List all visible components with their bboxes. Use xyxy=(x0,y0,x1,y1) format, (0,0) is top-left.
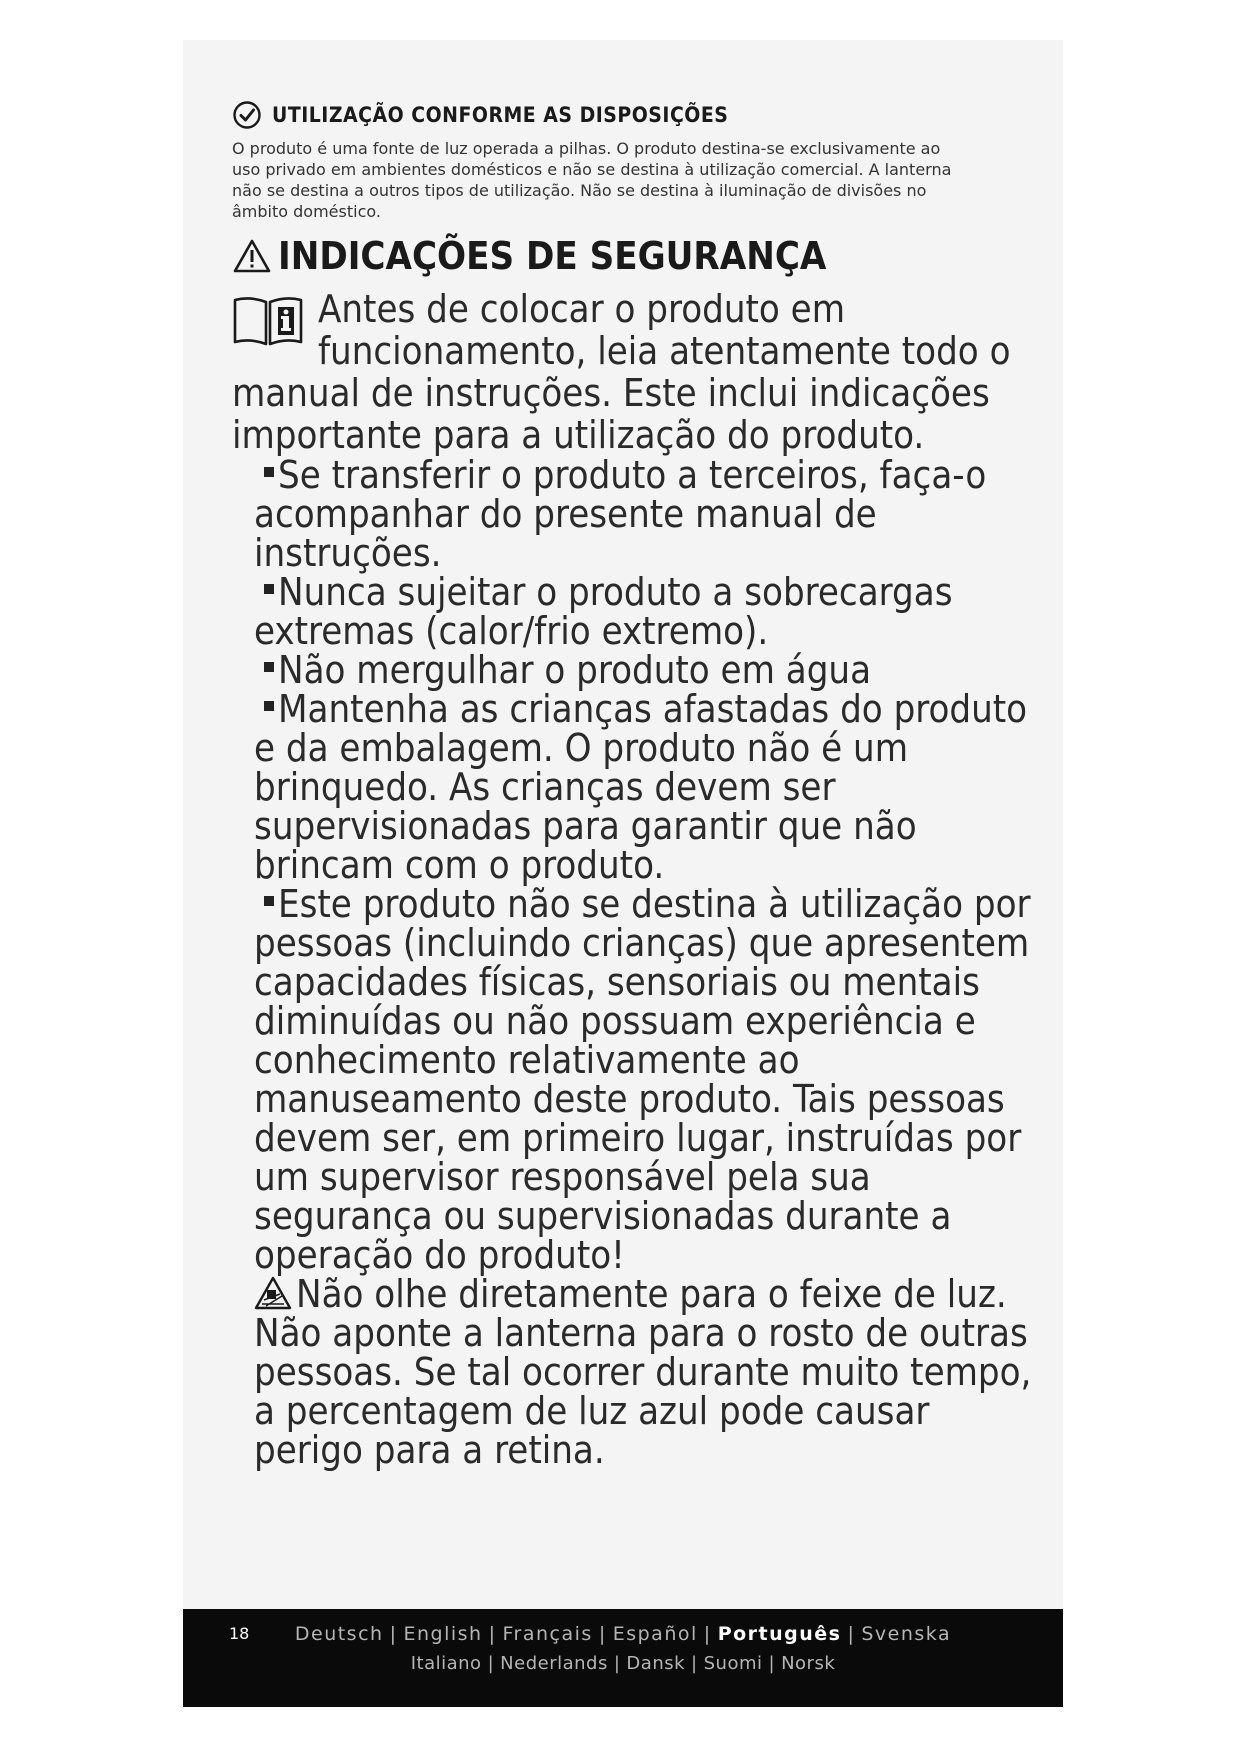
safety-intro xyxy=(232,288,1032,456)
language-link-portugues[interactable]: Português xyxy=(717,1623,842,1645)
bullet-icon xyxy=(264,467,274,477)
language-link-deutsch[interactable]: Deutsch xyxy=(294,1623,384,1645)
bullet-icon xyxy=(264,896,274,906)
list-item xyxy=(254,687,1032,887)
safety-list xyxy=(232,453,1032,1472)
eye-hazard-icon xyxy=(254,1276,292,1310)
list-item xyxy=(254,648,1032,692)
bullet-icon xyxy=(264,662,274,672)
safety-title: INDICAÇÕES DE SEGURANÇA xyxy=(278,234,827,278)
footer-bar xyxy=(183,1609,1063,1707)
list-item xyxy=(254,882,1032,1277)
separator: | xyxy=(703,1623,712,1645)
list-item xyxy=(254,453,1032,575)
list-item-text: Este produto não se destina à utilização por pessoas (incluindo crianças) que apresentem capacidades físicas, sensoriais ou mentais diminuídas ou não possuam experiência e conhecimento relativamente ao manuseamento deste produto. Tais pessoas devem ser, em primeiro lugar, instruídas por um supervisor responsável pela sua segurança ou supervisionadas durante a operação do produto! xyxy=(254,882,1031,1277)
bullet-icon xyxy=(264,584,274,594)
list-item xyxy=(254,570,1032,653)
language-nav-line1 xyxy=(183,1623,1063,1645)
read-manual-icon xyxy=(232,294,304,348)
safety-heading xyxy=(232,234,1032,278)
bullet-icon xyxy=(264,701,274,711)
intended-use-heading xyxy=(232,100,1032,130)
language-link-suomi[interactable]: Suomi xyxy=(703,1653,763,1674)
list-item-text: Não mergulhar o produto em água xyxy=(278,648,872,692)
intended-use-text: O produto é uma fonte de luz operada a pilhas. O produto destina-se exclusivamente ao uso privado em ambientes domésticos e não se destina à utilização comercial. A lanterna não se destina a outros tipos de utilização. Não se destina à iluminação de divisões no âmbito doméstico. xyxy=(232,139,952,221)
separator: | xyxy=(613,1653,621,1674)
separator: | xyxy=(389,1623,398,1645)
page-number: 18 xyxy=(229,1624,250,1643)
checkmark-circle-icon xyxy=(232,100,262,130)
separator: | xyxy=(598,1623,607,1645)
language-link-english[interactable]: English xyxy=(403,1623,483,1645)
language-link-dansk[interactable]: Dansk xyxy=(626,1653,686,1674)
language-link-norsk[interactable]: Norsk xyxy=(781,1653,836,1674)
language-link-nederlands[interactable]: Nederlands xyxy=(500,1653,608,1674)
safety-intro-text: Antes de colocar o produto em funcionamento, leia atentamente todo o manual de instruções. Este inclui indicações importante para a utilização do produto. xyxy=(232,287,1011,457)
list-item-text: Nunca sujeitar o produto a sobrecargas extremas (calor/frio extremo). xyxy=(254,570,953,653)
list-item-text: Se transferir o produto a terceiros, faça-o acompanhar do presente manual de instruções. xyxy=(254,453,987,575)
separator: | xyxy=(488,1623,497,1645)
separator: | xyxy=(768,1653,776,1674)
language-link-svenska[interactable]: Svenska xyxy=(861,1623,952,1645)
light-warning-item xyxy=(254,1272,1032,1472)
separator: | xyxy=(691,1653,698,1674)
page-content xyxy=(232,100,1032,1470)
language-nav-line2 xyxy=(183,1653,1063,1674)
warning-triangle-icon xyxy=(232,238,272,274)
language-link-espanol[interactable]: Español xyxy=(612,1623,698,1645)
language-link-francais[interactable]: Français xyxy=(502,1623,593,1645)
light-warning-text: Não olhe diretamente para o feixe de luz. Não aponte a lanterna para o rosto de outras pessoas. Se tal ocorrer durante muito tempo, a percentagem de luz azul pode causar perigo para a retina. xyxy=(254,1272,1032,1472)
language-link-italiano[interactable]: Italiano xyxy=(410,1653,482,1674)
intended-use-title: UTILIZAÇÃO CONFORME AS DISPOSIÇÕES xyxy=(272,103,729,127)
list-item-text: Mantenha as crianças afastadas do produto e da embalagem. O produto não é um brinquedo. As crianças devem ser supervisionadas para garantir que não brincam com o produto. xyxy=(254,687,1028,887)
separator: | xyxy=(847,1623,856,1645)
separator: | xyxy=(487,1653,495,1674)
